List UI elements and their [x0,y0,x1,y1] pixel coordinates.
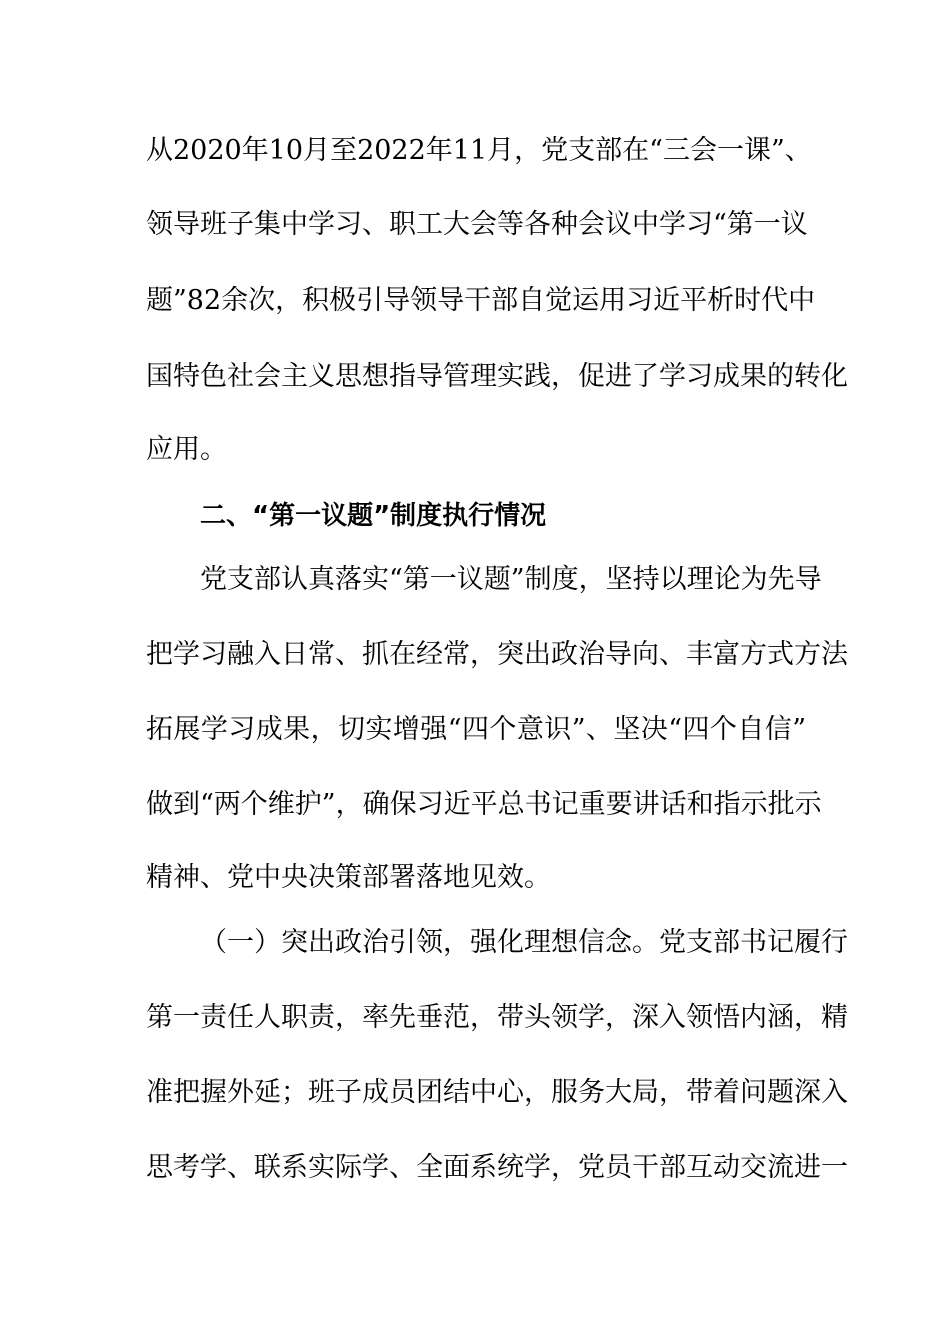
para2-line-1: 党支部认真落实“第一议题”制度，坚持以理论为先导 [200,564,822,595]
para1-line-5: 应用。 [146,434,227,465]
para1-line-3: 题”82余次，积极引导领导干部自觉运用习近平析时代中 [146,285,816,316]
para2-line-5: 精神、党中央决策部署落地见效。 [146,862,551,893]
para3-line-4: 思考学、联系实际学、全面系统学，党员干部互动交流进一 [146,1152,848,1183]
para1-line-1: 从2020年10月至2022年11月，党支部在“三会一课”、 [146,135,812,166]
section-heading-2: 二、“第一议题”制度执行情况 [200,501,547,531]
para2-line-2: 把学习融入日常、抓在经常，突出政治导向、丰富方式方法 [146,639,848,670]
para2-line-3: 拓展学习成果，切实增强“四个意识”、坚决“四个自信” [146,714,806,745]
para3-line-3: 准把握外延；班子成员团结中心，服务大局，带着问题深入 [146,1077,848,1108]
para2-line-4: 做到“两个维护”，确保习近平总书记重要讲话和指示批示 [146,789,822,820]
para1-line-4: 国特色社会主义思想指导管理实践，促进了学习成果的转化 [146,361,848,392]
para1-line-2: 领导班子集中学习、职工大会等各种会议中学习“第一议 [146,209,808,240]
para3-line-2: 第一责任人职责，率先垂范，带头领学，深入领悟内涵，精 [146,1002,848,1033]
para3-line-1: （一）突出政治引领，强化理想信念。党支部书记履行 [200,927,848,958]
